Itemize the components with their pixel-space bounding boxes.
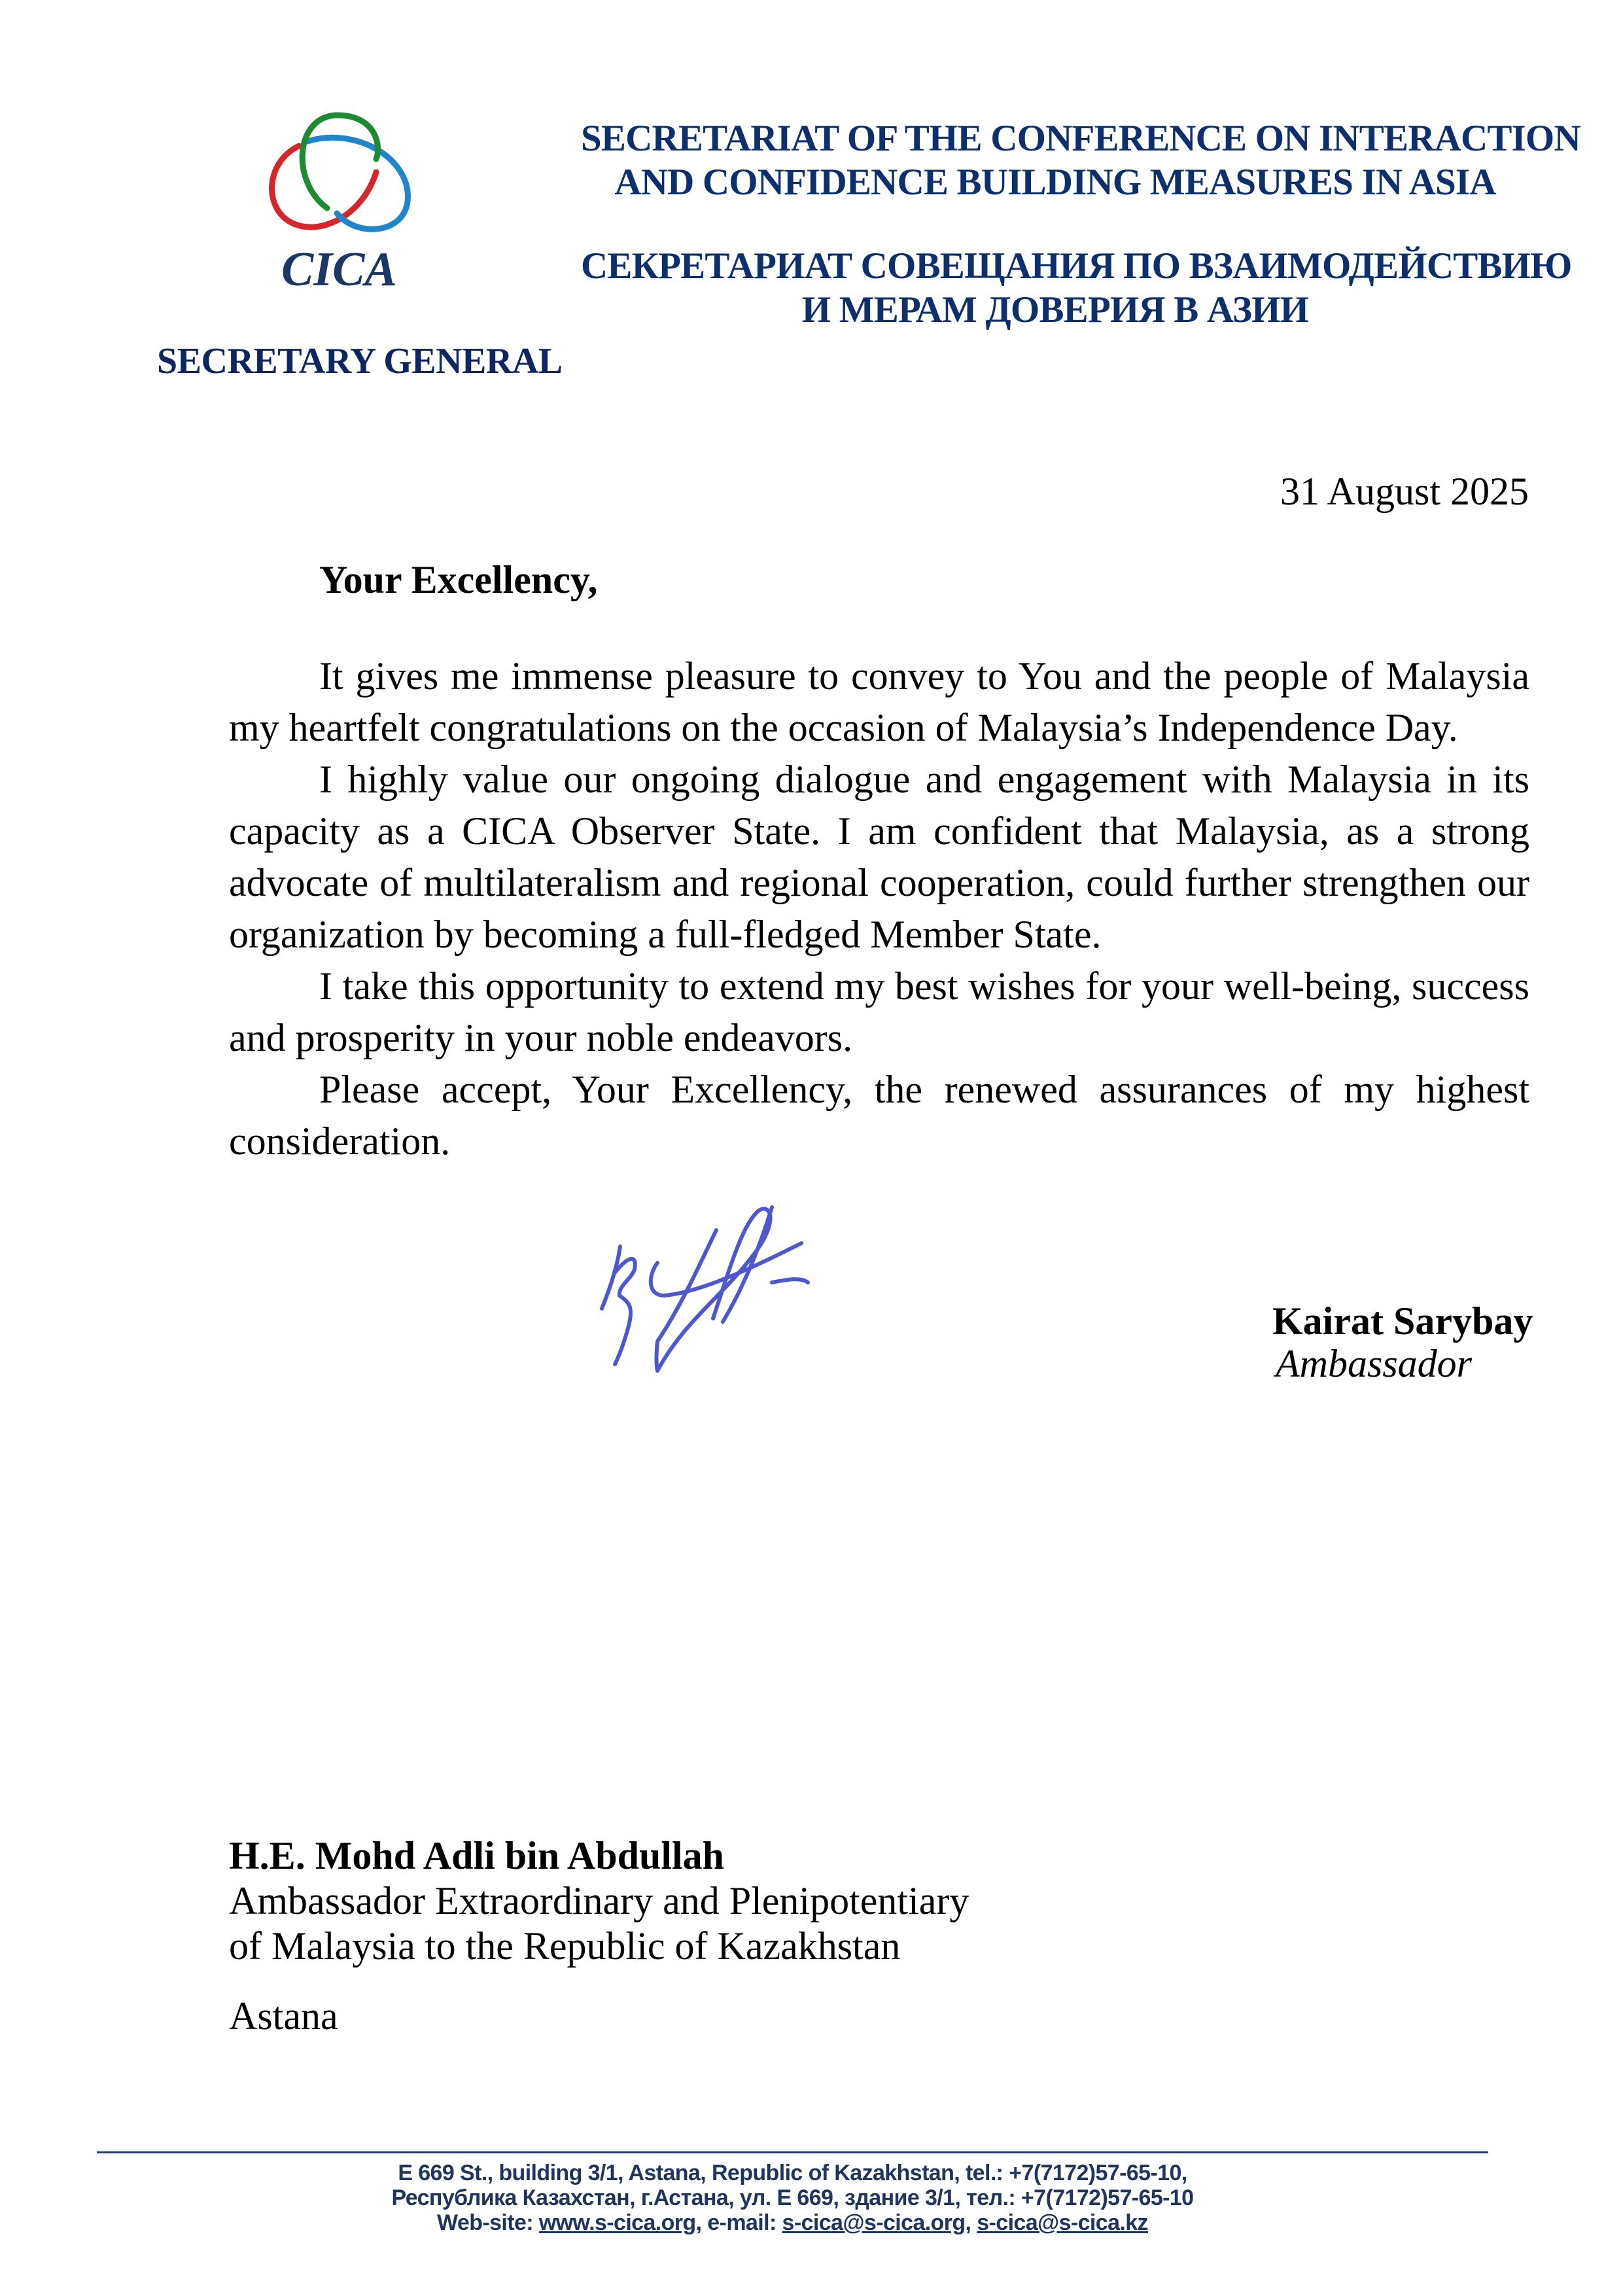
- website-label: Web-site:: [437, 2210, 539, 2235]
- signature-stroke: [772, 1279, 808, 1282]
- footer-address-ru: Республика Казахстан, г.Астана, ул. Е 669, здание 3/1, тел.: +7(7172)57-65-10: [391, 2185, 1194, 2210]
- addressee-city: Astana: [229, 1994, 338, 2038]
- email-link-org[interactable]: s-cica@s-cica.org: [782, 2210, 966, 2235]
- org-title-ru-line-1: СЕКРЕТАРИАТ СОВЕЩАНИЯ ПО ВЗАИМОДЕЙСТВИЮ: [581, 245, 1572, 287]
- logo-blue-loop: [307, 137, 408, 229]
- letter-date: 31 August 2025: [1280, 470, 1529, 513]
- logo-wordmark: CICA: [281, 243, 397, 296]
- signatory-title: Ambassador: [1276, 1342, 1473, 1385]
- logo-red-loop: [272, 146, 376, 227]
- signatory-name: Kairat Sarybay: [1272, 1299, 1533, 1343]
- signature-stroke: [657, 1209, 771, 1371]
- addressee-title-line-1: Ambassador Extraordinary and Plenipotentiary: [229, 1879, 969, 1922]
- signature-stroke: [615, 1259, 635, 1364]
- email-separator: ,: [965, 2210, 977, 2235]
- addressee-title-line-2: of Malaysia to the Republic of Kazakhstan: [229, 1924, 901, 1968]
- body-paragraph: I take this opportunity to extend my best wishes for your well-being, success and prosperity in your noble endeavors.: [229, 964, 1529, 1059]
- letter-body: [229, 650, 1529, 1167]
- org-title-en-line-2: AND CONFIDENCE BUILDING MEASURES IN ASIA: [614, 162, 1496, 203]
- body-paragraph: Please accept, Your Excellency, the renewed assurances of my highest consideration.: [229, 1068, 1529, 1163]
- email-link-kz[interactable]: s-cica@s-cica.kz: [977, 2210, 1148, 2235]
- footer-contacts: [97, 2210, 1488, 2235]
- footer-address-en: E 669 St., building 3/1, Astana, Republic of Kazakhstan, tel.: +7(7172)57-65-10,: [398, 2161, 1187, 2185]
- body-paragraph: I highly value our ongoing dialogue and engagement with Malaysia in its capacity as a CICA Observer State. I am confident that Malaysia, as a strong advocate of multilateralism and regional cooperation, could further strengthen our organization by becoming a full-fledged Member State.: [229, 758, 1529, 956]
- salutation: Your Excellency,: [319, 558, 598, 601]
- signature-stroke: [602, 1246, 620, 1309]
- sender-office: SECRETARY GENERAL: [157, 341, 563, 381]
- org-title-en-line-1: SECRETARIAT OF THE CONFERENCE ON INTERACTION: [581, 118, 1580, 159]
- addressee-name: H.E. Mohd Adli bin Abdullah: [229, 1834, 725, 1877]
- website-link[interactable]: www.s-cica.org: [538, 2210, 696, 2235]
- cica-trefoil-knot-icon: [265, 110, 415, 241]
- footer-divider: [97, 2151, 1488, 2153]
- body-paragraph: It gives me immense pleasure to convey to You and the people of Malaysia my heartfelt congratulations on the occasion of Malaysia’s Independence Day.: [229, 654, 1529, 749]
- handwritten-signature-icon: [592, 1197, 1213, 1387]
- email-label: , e-mail:: [695, 2210, 782, 2235]
- org-title-ru-line-2: И МЕРАМ ДОВЕРИЯ В АЗИИ: [801, 289, 1309, 330]
